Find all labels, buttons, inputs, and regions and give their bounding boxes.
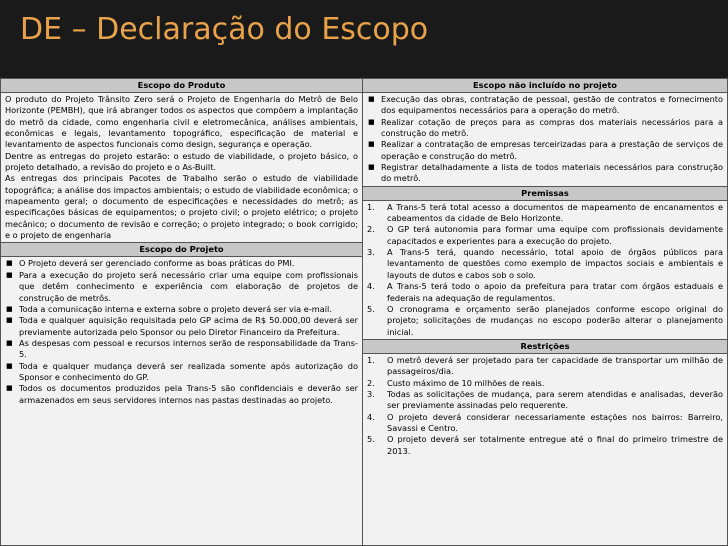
list-item: 1. O metrô deverá ser projetado para ter capacidade de transportar um milhão de passageiros/dia. — [367, 354, 723, 377]
list-item: 4. A Trans-5 terá todo o apoio da prefeitura para tratar com órgãos estaduais e federais na adequação de regulamentos. — [367, 281, 723, 303]
bullet-icon: ■ — [368, 117, 375, 126]
bullet-icon: ■ — [368, 95, 375, 103]
produto-header: Escopo do Produto — [1, 79, 362, 93]
list-item: 2. O GP terá autonomia para formar uma equipe com profissionais devidamente capacitados e experientes para a execução do projeto. — [367, 224, 723, 246]
list-item: 5. O cronograma e orçamento serão planejados conforme escopo original do projeto; solicitações de mudanças no escopo poderão alterar o planejamento inicial. — [367, 303, 723, 337]
slide-title: DE – Declaração do Escopo — [20, 12, 429, 47]
bullet-icon: ■ — [6, 270, 13, 279]
list-item: 4. O projeto deverá considerar necessariamente estações nos bairros: Barreiro, Savassi e Centro. — [367, 411, 723, 433]
projeto-list — [1, 257, 362, 406]
left-column — [1, 79, 363, 545]
produto-paragraph: O produto do Projeto Trânsito Zero será o Projeto de Engenharia do Metrô de Belo Horizonte (PEMBH), que irá abranger todos os aspectos que compõem a implantação do metrô da cidade, como engenharia civil e eletromecânica, análises ambientais, econômicas e legais, levantamento topográfico, especificação de material e levantamento de aspectos funcionais como design, segurança e operação. — [5, 94, 358, 150]
produto-paragraph: Dentre as entregas do projeto estarão: o estudo de viabilidade, o projeto básico, o projeto detalhado, a revisão do projeto e o As-Built. — [5, 150, 358, 173]
right-column — [363, 79, 727, 545]
list-item: 1. A Trans-5 terá total acesso a documentos de mapeamento de encanamentos e cabeamentos da cidade de Belo Horizonte. — [367, 201, 723, 224]
list-item: 5. O projeto deverá ser totalmente entregue até o final do primeiro trimestre de 2013. — [367, 434, 723, 456]
list-item: ■ Execução das obras, contratação de pessoal, gestão de contratos e fornecimento dos equipamentos necessários para a operação do metrô. — [368, 94, 723, 116]
bullet-icon: ■ — [6, 384, 13, 393]
bullet-icon: ■ — [368, 163, 375, 172]
produto-paragraph: As entregas dos principais Pacotes de Trabalho serão o estudo de viabilidade topográfica; a análise dos impactos ambientais; o estudo de viabilidade econômica; o mapeamento geral; o documento de especificações e necessidades do metrô; as especificações básicas de equipamentos; o projeto civil; o projeto elétrico; o projeto mecânico; o documento de revisão e correção; o projeto integrado; o book corrigido; e o projeto de engenharia — [5, 173, 358, 241]
list-item: ■ Para a execução do projeto será necessário criar uma equipe com profissionais que detêm conhecimento e experiência com elaboração de projetos de construção de metrôs. — [6, 269, 358, 303]
list-item: ■ Realizar a contratação de empresas terceirizadas para a prestação de serviços de operação e construção do metrô. — [368, 139, 723, 161]
list-item: ■ Realizar cotação de preços para as compras dos materiais necessários para a construção do metrô. — [368, 116, 723, 139]
list-item: ■ Toda e qualquer mudança deverá ser realizada somente após autorização do Sponsor e conhecimento do GP. — [6, 360, 358, 382]
bullet-icon: ■ — [6, 338, 13, 347]
produto-text — [1, 93, 362, 242]
restricoes-list — [363, 354, 727, 458]
list-item: ■ As despesas com pessoal e recursos internos serão de responsabilidade da Trans-5. — [6, 337, 358, 360]
list-item: ■ O Projeto deverá ser gerenciado conforme as boas práticas do PMI. — [6, 258, 295, 269]
bullet-icon: ■ — [6, 259, 13, 268]
scope-table — [0, 78, 728, 546]
bullet-icon: ■ — [6, 361, 13, 370]
list-item: ■ Toda e qualquer aquisição requisitada pelo GP acima de R$ 50.000,00 deverá ser previamente autorizada pelo Sponsor ou pelo Diretor Financeiro da Prefeitura. — [6, 315, 358, 337]
list-item: ■ Registrar detalhadamente a lista de todos materiais necessários para construção do metrô. — [368, 162, 723, 184]
list-item: ■ Toda a comunicação interna e externa sobre o projeto deverá ser via e-mail. — [6, 303, 332, 314]
nao-incluido-header: Escopo não incluído no projeto — [363, 79, 727, 93]
bullet-icon: ■ — [368, 140, 375, 149]
restricoes-header: Restrições — [363, 339, 727, 354]
bullet-icon: ■ — [6, 316, 13, 325]
premissas-list — [363, 201, 727, 339]
list-item: 2. Custo máximo de 10 milhões de reais. — [367, 377, 545, 388]
bullet-icon: ■ — [6, 304, 13, 313]
nao-incluido-list — [363, 93, 727, 186]
list-item: 3. A Trans-5 terá, quando necessário, total apoio de órgãos públicos para levantamento de questões como exemplo de impactos sociais e ambientais e layouts de dutos e cabos sob o solo. — [367, 247, 723, 280]
premissas-header: Premissas — [363, 186, 727, 201]
list-item: ■ Todos os documentos produzidos pela Trans-5 são confidenciais e deverão ser armazenados em seus servidores internos nas pastas destinadas ao projeto. — [6, 383, 358, 405]
projeto-header: Escopo do Projeto — [1, 242, 362, 257]
list-item: 3. Todas as solicitações de mudança, para serem atendidas e analisadas, deverão ser previamente assinadas pelo requerente. — [367, 388, 723, 411]
